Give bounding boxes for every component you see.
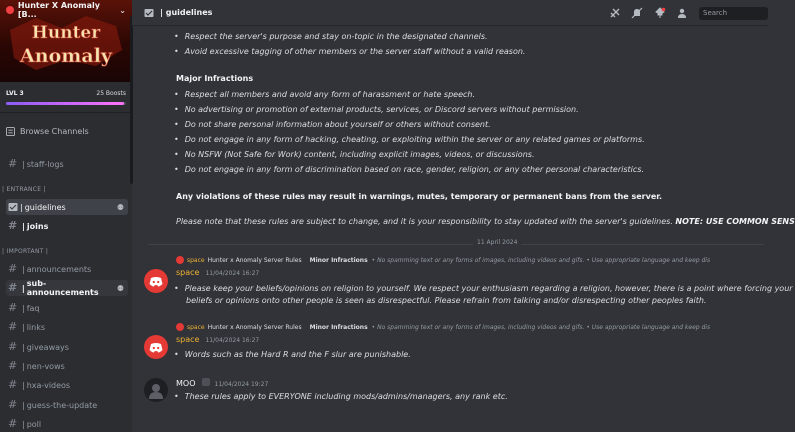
boost-progress[interactable] — [6, 86, 126, 100]
message-content: • Words such as the Hard R and the F slur are punishable. — [174, 350, 411, 359]
sidebar-item-guidelines[interactable]: | guidelines ⚉ — [6, 199, 128, 215]
svg-text:Hunter: Hunter — [31, 23, 101, 43]
sidebar-item-label: hxa-videos — [26, 380, 71, 390]
reply-avatar — [176, 256, 184, 264]
rule-item: • No NSFW (Not Safe for Work) content, including explicit images, videos, or discussions. — [174, 150, 535, 159]
sidebar-divider — [0, 112, 132, 113]
threads-icon[interactable] — [609, 7, 621, 19]
role-badge-icon — [202, 378, 210, 386]
sidebar-item-poll[interactable]: # | poll — [8, 417, 42, 430]
avatar[interactable] — [144, 269, 168, 293]
sidebar-item-label: giveaways — [26, 342, 69, 352]
timestamp: 11/04/2024 16:27 — [205, 337, 260, 344]
chevron-down-icon[interactable]: ⌄ — [119, 5, 126, 15]
date-separator: 11 April 2024 — [148, 239, 764, 249]
rule-item: • Do not share personal information about yourself or others without consent. — [174, 120, 491, 129]
server-name: Hunter X Anomaly [B... — [17, 1, 100, 19]
sidebar-item-giveaways[interactable]: # | giveaways — [8, 340, 69, 353]
server-icon — [6, 6, 14, 14]
sidebar-item-staff-logs[interactable]: # | staff-logs — [8, 157, 64, 170]
hash-icon: # — [8, 281, 18, 294]
boost-bar-fill — [6, 102, 124, 105]
hash-icon: # — [8, 157, 18, 170]
svg-text:Anomaly: Anomaly — [20, 45, 112, 67]
sidebar-item-guess-the-update[interactable]: # | guess-the-update — [8, 398, 98, 411]
channel-title: | guidelines — [160, 8, 213, 17]
hash-icon: # — [8, 301, 18, 314]
hash-icon: # — [8, 417, 18, 430]
sidebar-item-label: sub-announcements — [26, 279, 99, 297]
sidebar-item-sub-announcements[interactable]: # | sub-announcements ⚉ — [6, 280, 128, 296]
violation-warning: Any violations of these rules may result in warnings, mutes, temporary or permanent bans from the server. — [176, 192, 663, 201]
member-list-icon[interactable] — [676, 7, 688, 19]
sidebar-item-label: guidelines — [24, 202, 66, 212]
rule-item: • Do not engage in any form of discrimination based on race, gender, religion, or any other personal characteristics. — [174, 165, 644, 174]
browse-channels-label: Browse Channels — [20, 126, 89, 136]
hash-icon: # — [8, 340, 18, 353]
add-member-icon[interactable]: ⚉ — [116, 202, 124, 212]
message-content: beliefs or opinions onto other people is seen as disrespectful. Please refrain from talking and/or disrespecting other peoples faith. — [186, 296, 707, 305]
timestamp: 11/04/2024 16:27 — [205, 270, 260, 277]
rule-item: • Avoid excessive tagging of other members or the server staff without a valid reason. — [174, 47, 526, 56]
boost-bar — [6, 102, 126, 105]
channel-header — [132, 0, 768, 26]
rules-notice: Please note that these rules are subject to change, and it is your responsibility to stay updated with the server's guidelines. NOTE: USE COMMON SENS — [176, 217, 795, 226]
hash-icon: # — [8, 219, 18, 232]
message-content: • Please keep your beliefs/opinions on religion to yourself. We respect your enthusiasm regarding a religion, however, there is a point where forcing your — [174, 284, 793, 293]
rule-item: • Do not engage in any form of hacking, cheating, or exploiting within the server or any related games or platforms. — [174, 135, 645, 144]
sidebar-item-announcements[interactable]: # | announcements — [8, 262, 92, 275]
sidebar-item-faq[interactable]: # | faq — [8, 301, 40, 314]
add-member-icon[interactable]: ⚉ — [116, 283, 124, 293]
major-infractions-heading: Major Infractions — [176, 74, 254, 83]
rules-channel-icon — [8, 202, 18, 212]
sidebar-item-label: faq — [26, 303, 40, 313]
timestamp: 11/04/2024 19:27 — [214, 381, 269, 388]
category-important[interactable]: | IMPORTANT | — [2, 248, 49, 255]
hash-icon: # — [8, 262, 18, 275]
browse-channels-icon — [6, 127, 15, 136]
message-author — [176, 378, 268, 388]
sidebar-item-label: staff-logs — [26, 159, 64, 169]
sidebar-item-label: joins — [26, 221, 49, 231]
sidebar-item-label: announcements — [26, 264, 92, 274]
reply-preview[interactable]: space Hunter x Anomaly Server Rules Minor Infractions • No spamming text or any forms of images, including videos and gifs. • Use appropriate language and keep dis — [176, 256, 710, 264]
hash-icon: # — [8, 378, 18, 391]
sidebar-item-joins[interactable]: # | joins — [8, 219, 49, 232]
rules-channel-icon — [144, 8, 154, 18]
sidebar-item-label: nen-vows — [26, 361, 65, 371]
hash-icon: # — [8, 359, 18, 372]
category-entrance[interactable]: | ENTRANCE | — [2, 186, 46, 193]
sidebar-item-label: poll — [26, 419, 42, 429]
message-content: • These rules apply to EVERYONE including mods/admins/managers, any rank etc. — [174, 392, 508, 401]
avatar[interactable] — [144, 335, 168, 359]
rule-item: • No advertising or promotion of external products, services, or Discord servers without permission. — [174, 105, 579, 114]
user-avatar-icon — [146, 380, 166, 400]
search-input[interactable]: Search — [699, 7, 768, 20]
rule-item: • Respect the server's purpose and stay on-topic in the designated channels. — [174, 32, 488, 41]
pin-icon[interactable] — [654, 7, 666, 19]
reply-preview[interactable]: space Hunter x Anomaly Server Rules Minor Infractions • No spamming text or any forms of images, including videos and gifs. • Use appropriate language and keep dis — [176, 323, 710, 331]
message-area — [132, 26, 795, 432]
sidebar-item-nen-vows[interactable]: # | nen-vows — [8, 359, 65, 372]
hash-icon: # — [8, 320, 18, 333]
rule-item: • Respect all members and avoid any form of harassment or hate speech. — [174, 90, 476, 99]
message-author — [176, 268, 259, 277]
server-header[interactable] — [0, 0, 132, 20]
channel-sidebar — [0, 0, 132, 432]
hash-icon: # — [8, 398, 18, 411]
avatar[interactable] — [144, 378, 168, 402]
server-level: LVL 3 — [6, 89, 24, 97]
sidebar-item-links[interactable]: # | links — [8, 320, 46, 333]
sidebar-item-hxa-videos[interactable]: # | hxa-videos — [8, 378, 71, 391]
message-author — [176, 335, 259, 344]
username[interactable]: space — [176, 268, 200, 277]
discord-logo-icon — [149, 276, 163, 287]
username[interactable]: space — [176, 335, 200, 344]
sidebar-item-label: links — [26, 322, 46, 332]
boost-count: 25 Boosts — [96, 89, 126, 97]
discord-logo-icon — [149, 342, 163, 353]
username[interactable]: MOO — [176, 379, 196, 388]
browse-channels[interactable] — [6, 124, 89, 138]
notification-bell-icon[interactable] — [631, 7, 643, 19]
reply-avatar — [176, 323, 184, 331]
sidebar-item-label: guess-the-update — [26, 400, 98, 410]
